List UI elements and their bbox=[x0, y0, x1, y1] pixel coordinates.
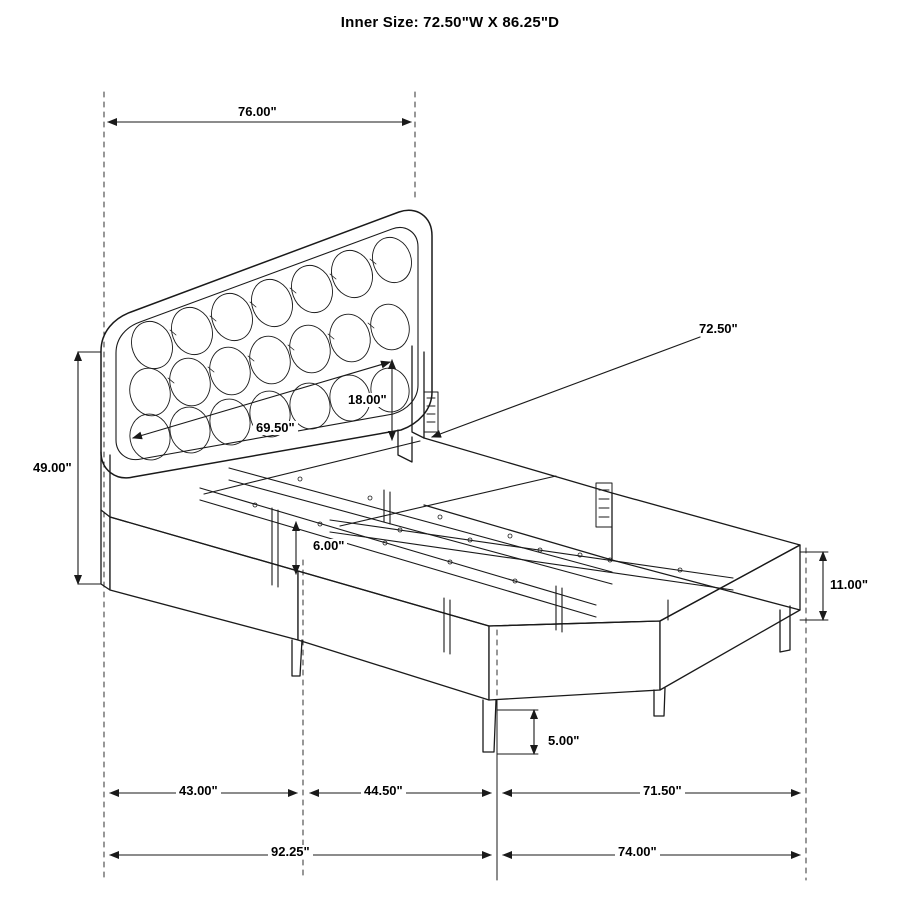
dim-label-headboard-to-rail: 18.00" bbox=[345, 393, 390, 407]
bed-frame bbox=[110, 438, 800, 700]
dim-label-overall-depth-left: 92.25" bbox=[268, 845, 313, 859]
dim-label-overall-width-top: 76.00" bbox=[235, 105, 280, 119]
rail-bracket-hardware bbox=[424, 392, 612, 527]
dimension-lines bbox=[78, 122, 828, 855]
dim-label-overall-depth-right: 74.00" bbox=[615, 845, 660, 859]
extension-lines bbox=[104, 92, 806, 880]
dim-label-leg-height: 5.00" bbox=[545, 734, 582, 748]
dim-label-footprint-right: 71.50" bbox=[640, 784, 685, 798]
headboard-panel bbox=[101, 210, 432, 478]
dim-label-footprint-left: 43.00" bbox=[176, 784, 221, 798]
dim-label-headboard-height: 49.00" bbox=[30, 461, 75, 475]
dim-label-slat-clearance: 6.00" bbox=[310, 539, 347, 553]
dim-label-rail-height: 11.00" bbox=[827, 578, 871, 592]
dim-label-footprint-mid: 44.50" bbox=[361, 784, 406, 798]
dim-label-side-rail-length: 72.50" bbox=[696, 322, 741, 336]
dim-label-headboard-panel-width: 69.50" bbox=[253, 421, 298, 435]
page-title: Inner Size: 72.50"W X 86.25"D bbox=[340, 14, 560, 31]
